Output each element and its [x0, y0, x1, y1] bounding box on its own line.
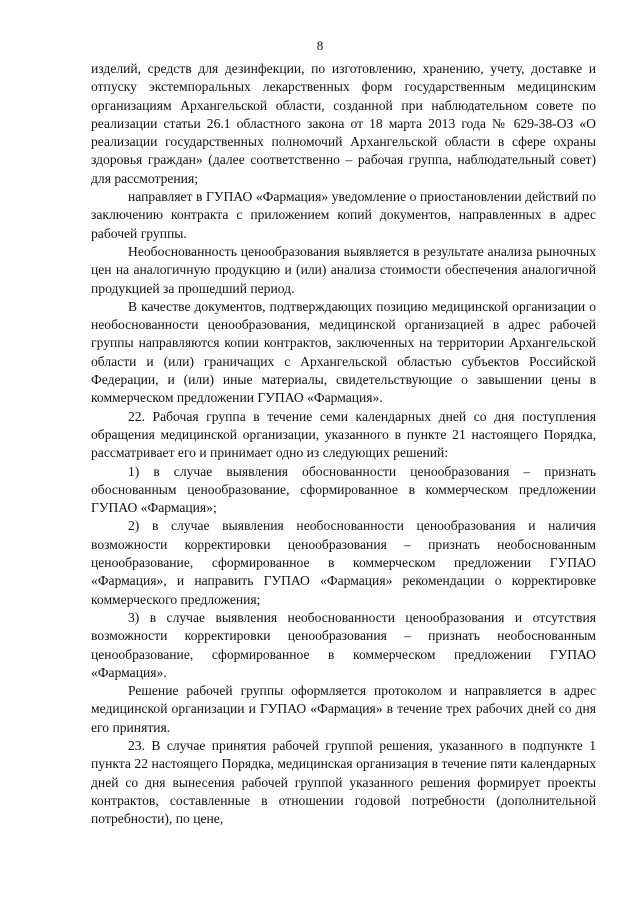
paragraph-item-22: 22. Рабочая группа в течение семи календарных дней со дня поступления обращения медицинской организации, указанного в пункте 21 настоящего Порядка, рассматривает его и принимает одно из следующих решений:	[91, 408, 596, 461]
document-body	[91, 60, 596, 828]
paragraph-decision-3: 3) в случае выявления необоснованности ценообразования и отсутствия возможности корректировки ценообразования – признать необоснованным ценообразование, сформированное в коммерческом предложении ГУПАО «Фармация».	[91, 609, 596, 680]
paragraph-supporting-documents: В качестве документов, подтверждающих позицию медицинской организации о необоснованности ценообразования, медицинской организацией в адрес рабочей группы направляются копии контрактов, заключенных на территории Архангельской области и (или) граничащих с Архангельской областью субъектов Российской Федерации, и (или) иные материалы, свидетельствующие о завышении цены в коммерческом предложении ГУПАО «Фармация».	[91, 298, 596, 406]
paragraph-item-23: 23. В случае принятия рабочей группой решения, указанного в подпункте 1 пункта 22 настоящего Порядка, медицинская организация в течение пяти календарных дней со дня вынесения рабочей группой указанного решения формирует проекты контрактов, составленные в отношении годовой потребности (дополнительной потребности), по цене,	[91, 737, 596, 827]
paragraph-protocol: Решение рабочей группы оформляется протоколом и направляется в адрес медицинской организации и ГУПАО «Фармация» в течение трех рабочих дней со дня его принятия.	[91, 683, 596, 735]
paragraph-pricing-analysis: Необоснованность ценообразования выявляется в результате анализа рыночных цен на аналогичную продукцию и (или) анализа стоимости обеспечения аналогичной продукцией за прошедший период.	[91, 243, 596, 296]
paragraph-continuation: изделий, средств для дезинфекции, по изготовлению, хранению, учету, доставке и отпуску экстемпоральных лекарственных форм государственным медицинским организациям Архангельской области, созданной при наблюдательном совете по реализации статьи 26.1 областного закона от 18 марта 2013 года № 629-38-ОЗ «О реализации государственных полномочий Архангельской области в сфере охраны здоровья граждан» (далее соответственно – рабочая группа, наблюдательный совет) для рассмотрения;	[91, 61, 596, 186]
page-number: 8	[316, 38, 324, 53]
paragraph-decision-2: 2) в случае выявления необоснованности ценообразования и наличия возможности корректировки ценообразования – признать необоснованным ценообразование, сформированное в коммерческом предложении ГУПАО «Фармация», и направить ГУПАО «Фармация» рекомендации о корректировке коммерческого предложения;	[91, 518, 596, 607]
paragraph-notification: направляет в ГУПАО «Фармация» уведомление о приостановлении действий по заключению контракта с приложением копий документов, направленных в адрес рабочей группы.	[91, 189, 596, 241]
paragraph-decision-1: 1) в случае выявления обоснованности ценообразования – признать обоснованным ценообразование, сформированное в коммерческом предложении ГУПАО «Фармация»;	[91, 463, 596, 516]
